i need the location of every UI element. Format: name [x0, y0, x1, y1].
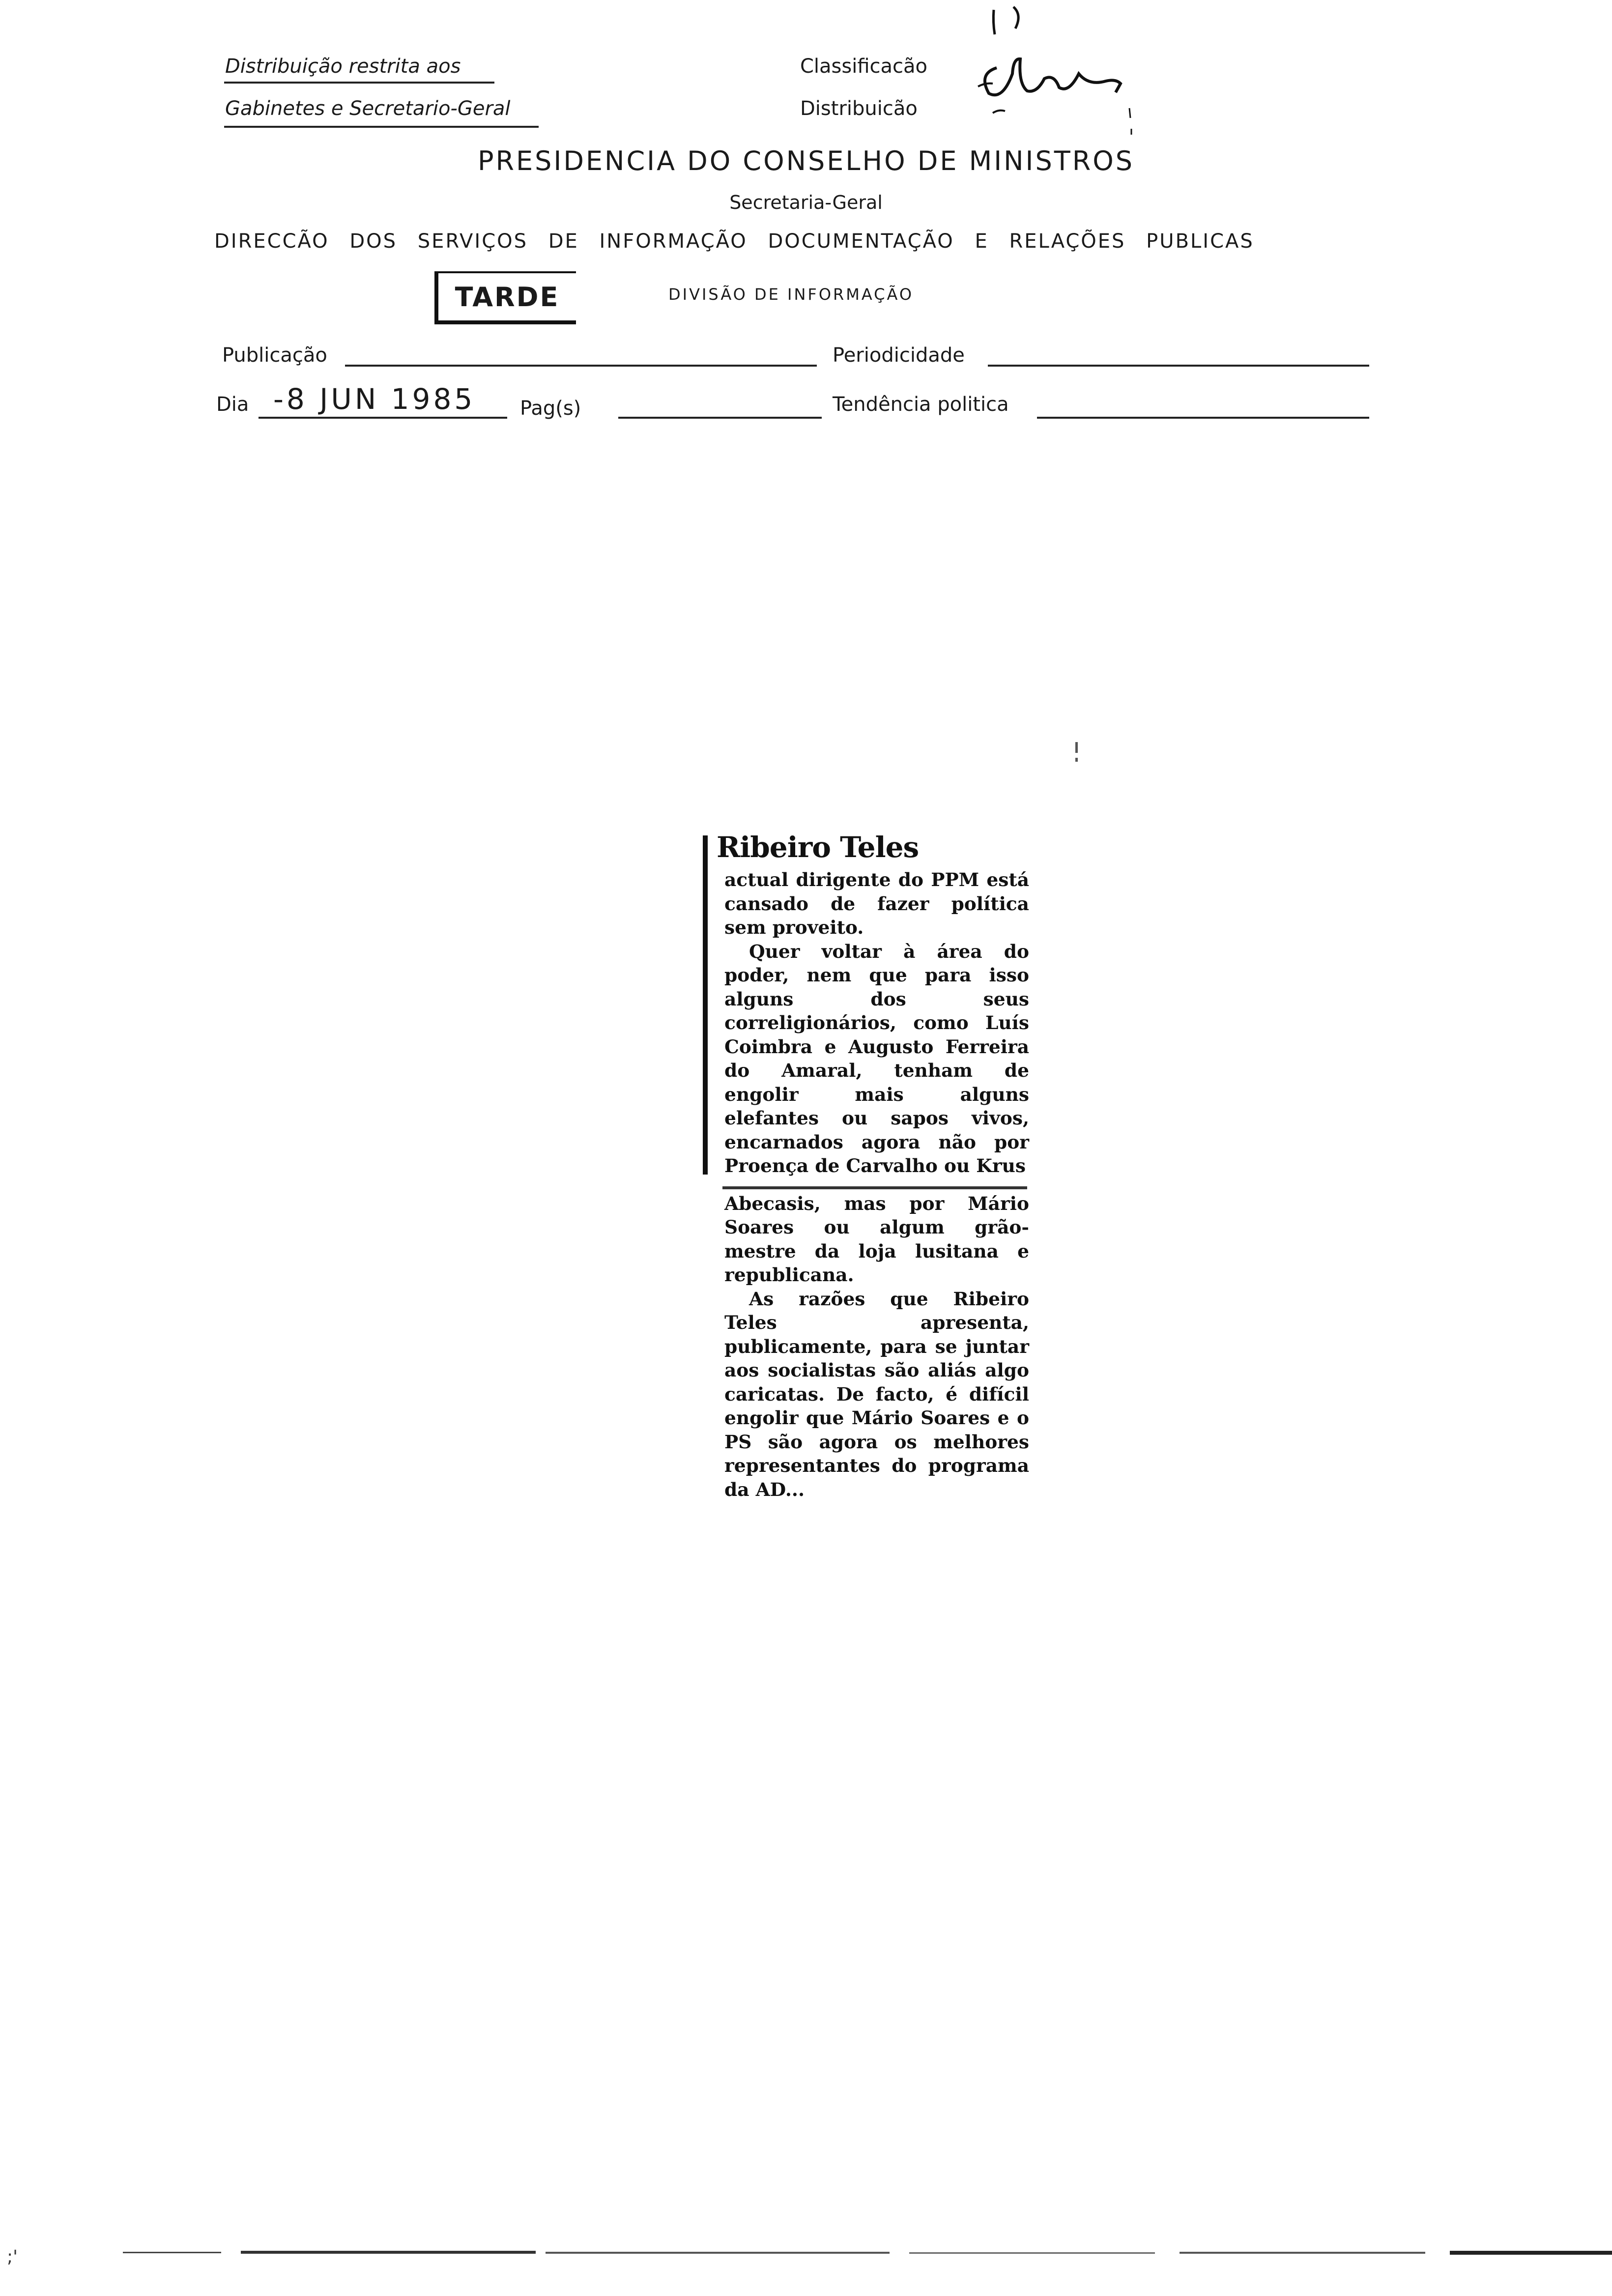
pages-field-label: Pag(s)	[520, 397, 581, 420]
stray-mark	[1075, 742, 1078, 768]
date-field-label: Dia	[216, 393, 249, 416]
restricted-distribution-line1: Distribuição restrita aos	[225, 55, 461, 78]
publication-field-label: Publicação	[222, 344, 327, 367]
handwritten-signature	[958, 0, 1184, 147]
distribution-label: Distribuicão	[800, 97, 918, 120]
publication-field-line	[345, 365, 817, 367]
restricted-distribution-line2: Gabinetes e Secretario-Geral	[225, 97, 511, 120]
institution-title: PRESIDENCIA DO CONSELHO DE MINISTROS	[477, 145, 1135, 176]
scan-noise-line	[123, 2249, 1612, 2257]
clipping-headline: Ribeiro Teles	[717, 831, 919, 864]
publication-stamp: TARDE	[434, 271, 576, 324]
division-name: DIVISÃO DE INFORMAÇÃO	[668, 285, 914, 304]
political-tendency-line	[1037, 417, 1369, 419]
directorate-name: DIRECCÃO DOS SERVIÇOS DE INFORMAÇÃO DOCUMENTAÇÃO E RELAÇÕES PUBLICAS	[214, 230, 1254, 253]
clipping-paragraph: actual dirigente do PPM está cansado de fazer política sem proveito.	[724, 869, 1029, 938]
clipping-cut-edge	[703, 835, 708, 1175]
scan-artifact-mark: ;'	[7, 2247, 18, 2267]
clipping-body	[724, 868, 1029, 1501]
clipping-paragraph: Abecasis, mas por Mário Soares ou algum grão-mestre da loja lusitana e republicana.	[724, 1192, 1029, 1286]
restricted-distribution-underline1	[224, 82, 494, 84]
periodicity-field-label: Periodicidade	[833, 344, 965, 367]
newspaper-clipping	[703, 831, 1037, 1500]
date-field-value: -8 JUN 1985	[273, 382, 476, 416]
clipping-divider	[722, 1186, 1027, 1189]
restricted-distribution-underline2	[224, 126, 539, 128]
periodicity-field-line	[988, 365, 1369, 367]
political-tendency-label: Tendência politica	[833, 393, 1009, 416]
clipping-paragraph: Quer voltar à área do poder, nem que para isso alguns dos seus correligionários, como Luís Coimbra e Augusto Ferreira do Amaral, tenham de engolir mais alguns elefantes ou sapos vivos, encarnados agora não por Proença de Carvalho ou Krus	[724, 940, 1029, 1177]
clipping-paragraph: As razões que Ribeiro Teles apresenta, publicamente, para se juntar aos socialistas são aliás algo caricatas. De facto, é difícil engolir que Mário Soares e o PS são agora os melhores representantes do programa da AD...	[724, 1288, 1029, 1500]
institution-subtitle: Secretaria-Geral	[729, 192, 883, 213]
pages-field-line	[618, 417, 822, 419]
classification-label: Classificacão	[800, 55, 928, 78]
date-field-line	[259, 417, 507, 419]
